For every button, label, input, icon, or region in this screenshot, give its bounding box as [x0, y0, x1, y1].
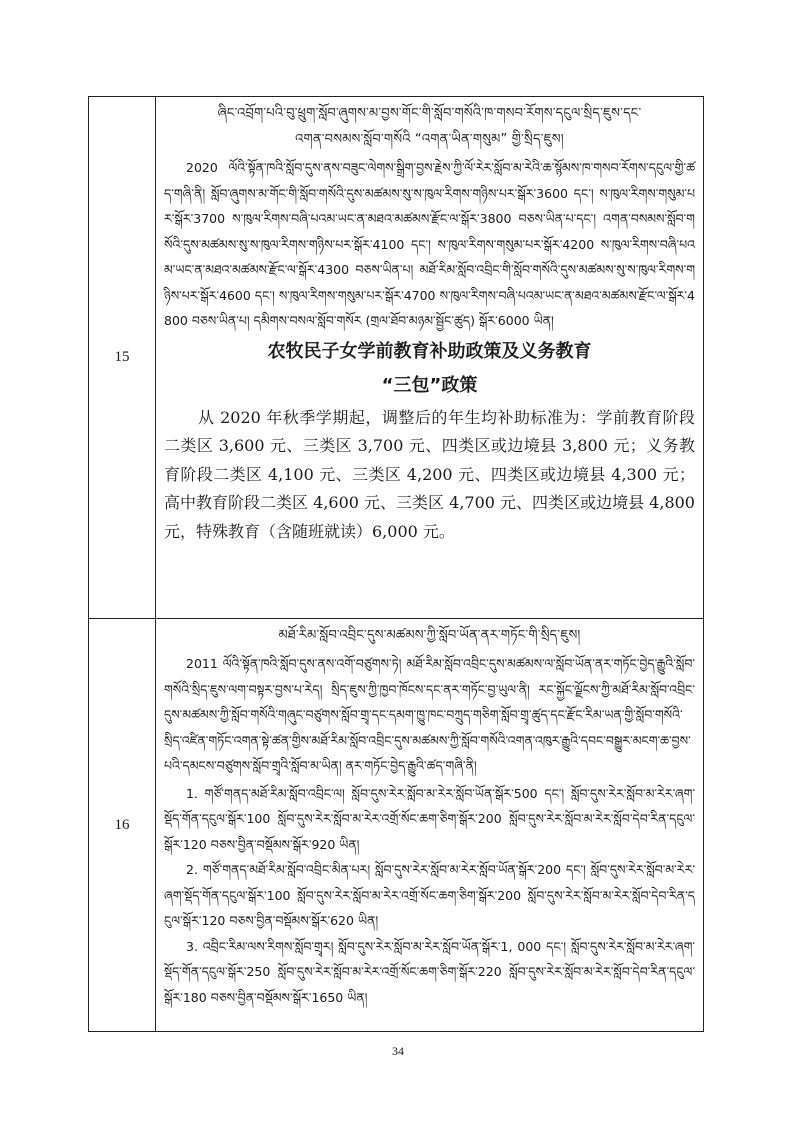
chinese-paragraph: 从 2020 年秋季学期起，调整后的年生均补助标准为：学前教育阶段二类区 3,600 元、三类区 3,700 元、四类区或边境县 3,800 元；义务教育阶段二类区 4,100 元、三类区 4,200 元、四类区或边境县 4,300 元；高中教育阶段二类区 4,600 元、三类区 4,700 元、四类区或边境县 4,800 元，特殊教育（含随班就读）6,000 元。	[164, 407, 695, 541]
chinese-heading-line-2: “三包”政策	[381, 374, 478, 396]
tibetan-paragraph: 2020 ལོའི་སྟོན་ཁའི་སློབ་དུས་ནས་བཟུང་ལེགས་སྒྲིག་བྱས་རྗེས་ཀྱི་ལོ་རེར་སློབ་མ་རེའི་ཆ་སྙོམས་ཁ་གསབ་རོགས་དངུལ་གྱི་ཚད་གཞི་ནི། སློབ་ཞུགས་མ་གོང་གི་སློབ་གསོའི་དུས་མཚམས་སུ་ས་ཁུལ་རིགས་གཉིས་པར་སྒོར་3600 དང་། ས་ཁུལ་རིགས་གསུམ་པར་སྒོར་3700 ས་ཁུལ་རིགས་བཞི་པའམ་ཡང་ན་མཐའ་མཚམས་རྫོང་ལ་སྒོར་3800 བཅས་ཡིན་པ་དང་། འགན་བསམས་སློབ་གསོའི་དུས་མཚམས་སུ་ས་ཁུལ་རིགས་གཉིས་པར་སྒོར་4100 དང་། ས་ཁུལ་རིགས་གསུམ་པར་སྒོར་4200 ས་ཁུལ་རིགས་བཞི་པའམ་ཡང་ན་མཐའ་མཚམས་རྫོང་ལ་སྒོར་4300 བཅས་ཡིན་པ། མཐོ་རིམ་སློབ་འབྲིང་གི་སློབ་གསོའི་དུས་མཚམས་སུ་ས་ཁུལ་རིགས་གཉིས་པར་སྒོར་4600 དང་། ས་ཁུལ་རིགས་གསུམ་པར་སྒོར་4700 ས་ཁུལ་རིགས་བཞི་པའམ་ཡང་ན་མཐའ་མཚམས་རྫོང་ལ་སྒོར་4800 བཅས་ཡིན་པ། དམིགས་བསལ་སློབ་གསོར (གྲལ་ཐོབ་མཉམ་སྦྱོང་ཚུད) སྒོར་6000 ཡིན།	[164, 160, 695, 328]
list-item: 3. འབྲིང་རིམ་ལས་རིགས་སློབ་གྲྭར། སློབ་དུས་རེར་སློབ་མ་རེར་སློབ་ཡོན་སྒོར་1, 000 དང་། སློབ་དུས་རེར་སློབ་མ་རེར་ཞག་སྡོད་གོན་དངུལ་སྒོར་250 སློབ་དུས་རེར་སློབ་མ་རེར་འགྲོ་སོང་ཆག་ཅིག་སྒོར་220 སློབ་དུས་རེར་སློབ་མ་རེར་སློབ་དེབ་རིན་དངུལ་སྒོར་180 བཅས་བྱིན་བསྡོམས་སྒོར་1650 ཡིན།	[164, 938, 695, 1005]
tibetan-heading: མཐོ་རིམ་སློབ་འབྲིང་དུས་མཚམས་ཀྱི་སློབ་ཡོན་ནར་གཏོང་གི་སྲིད་ཇུས།	[278, 628, 581, 643]
tibetan-heading-line-1: ཞིང་འབྲོག་པའི་བུ་ཕྲུག་སློབ་ཞུགས་མ་བྱས་གོང་གི་སློབ་གསོའི་ཁ་གསབ་རོགས་དངུལ་སྲིད་ཇུས་དང་	[217, 106, 642, 121]
tibetan-intro-paragraph: 2011 ལོའི་སྟོན་ཁའི་སློབ་དུས་ནས་འགོ་བཙུགས་ཏེ། མཐོ་རིམ་སློབ་འབྲིང་དུས་མཚམས་ལ་སློབ་ཡོན་ནར་གཏོང་བྱེད་རྒྱུའི་སློབ་གསོའི་སྲིད་ཇུས་ལག་བསྟར་བྱས་པ་རེད། སྲིད་ཇུས་ཀྱི་ཁྱབ་ཁོངས་དང་ནར་གཏོང་བྱ་ཡུལ་ནི། རང་སྐྱོང་ལྗོངས་ཀྱི་མཐོ་རིམ་སློབ་འབྲིང་དུས་མཚམས་ཀྱི་སློབ་གསོའི་གཞུང་བཙུགས་སློབ་གྲྭ་དང་དམག་ཁྱུ་ཁང་བཀྲུད་གཅིག་སློབ་གྲྭ་ཚུད་དང་རྫོང་རིམ་ཡན་གྱི་སློབ་གསོའི་སྲིད་འཛིན་གཏོང་འགན་སྟེ་ཚན་གྱིས་མཐོ་རིམ་སློབ་འབྲིང་དུས་མཚམས་ཀྱི་སློབ་གསོའི་འགན་འཁུར་རྒྱུའི་དབང་བསྒྱུར་མངག་ཆ་བྱས་པའི་དམངས་བཙུགས་སློབ་གྲྭའི་སློབ་མ་ཡིན། ནར་གཏོང་བྱེད་རྒྱུའི་ཚད་གཞི་ནི།	[164, 656, 695, 773]
list-item: 1. གཙོ་གནད་མཐོ་རིམ་སློབ་འབྲིང་ལ། སློབ་དུས་རེར་སློབ་མ་རེར་སློབ་ཡོན་སྒོར་500 དང་། སློབ་དུས་རེར་སློབ་མ་རེར་ཞག་སྡོད་གོན་དངུལ་སྒོར་100 སློབ་དུས་རེར་སློབ་མ་རེར་འགྲོ་སོང་ཆག་ཅིག་སྒོར་200 སློབ་དུས་རེར་སློབ་མ་རེར་སློབ་དེབ་རིན་དངུལ་སྒོར་120 བཅས་བྱིན་བསྡོམས་སྒོར་920 ཡིན།	[164, 785, 695, 852]
page-number: 34	[392, 1044, 404, 1058]
tibetan-heading-line-2: འགན་བསམས་སློབ་གསོའི “འགན་ཡིན་གསུམ” གྱི་སྲིད་ཇུས།	[295, 132, 564, 147]
policy-table	[88, 96, 704, 1032]
row-content	[156, 97, 703, 618]
table-row	[88, 96, 704, 619]
chinese-heading-line-1: 农牧民子女学前教育补助政策及义务教育	[267, 340, 592, 362]
row-content	[156, 619, 703, 1031]
row-number: 15	[89, 97, 156, 618]
table-row	[88, 619, 704, 1032]
list-item: 2. གཙོ་གནད་མཐོ་རིམ་སློབ་འབྲིང་མིན་པར། སློབ་དུས་རེར་སློབ་མ་རེར་སློབ་ཡོན་སྒོར་200 དང་། སློབ་དུས་རེར་སློབ་མ་རེར་ཞག་སྡོད་གོན་དངུལ་སྒོར་100 སློབ་དུས་རེར་སློབ་མ་རེར་འགྲོ་སོང་ཆག་ཅིག་སྒོར་200 སློབ་དུས་རེར་སློབ་མ་རེར་སློབ་དེབ་རིན་དངུལ་སྒོར་120 བཅས་བྱིན་བསྡོམས་སྒོར་620 ཡིན།	[164, 862, 695, 928]
row-number: 16	[89, 619, 156, 1031]
